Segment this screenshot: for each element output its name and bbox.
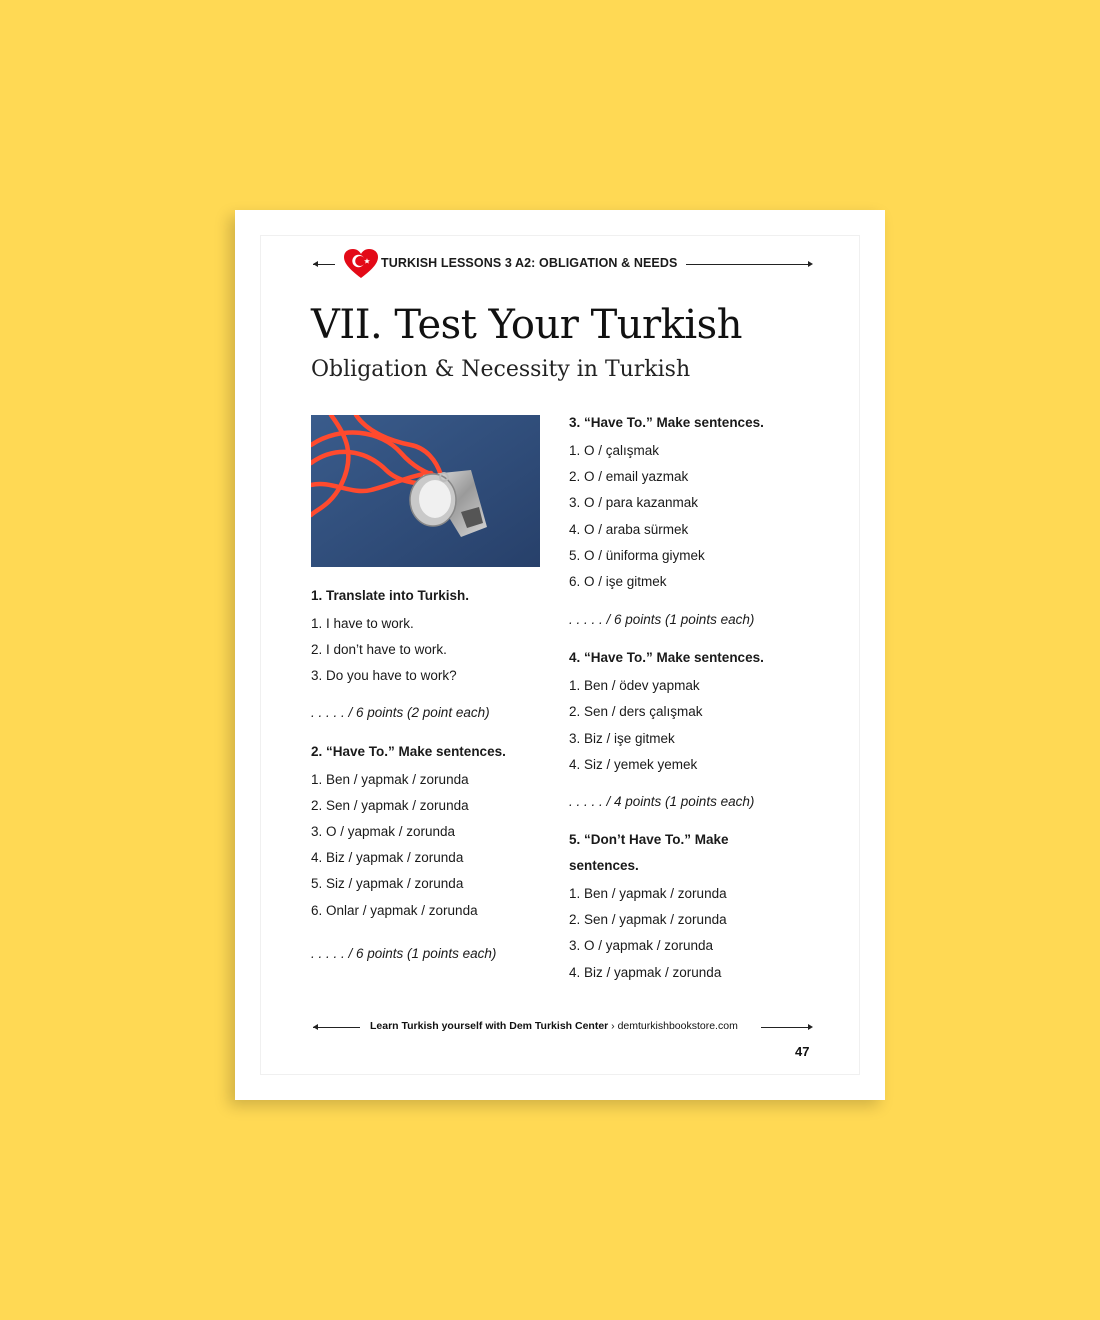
header-title: TURKISH LESSONS 3 A2: OBLIGATION & NEEDS: [381, 256, 678, 270]
list-item: 3. O / yapmak / zorunda: [311, 824, 456, 840]
footer-arrow-right: [808, 1024, 813, 1030]
section-3-title: 3. “Have To.” Make sentences.: [569, 415, 764, 430]
list-item: 1. O / çalışmak: [569, 443, 660, 458]
page-subtitle: Obligation & Necessity in Turkish: [311, 357, 691, 382]
list-item: 4. Biz / yapmak / zorunda: [569, 964, 722, 980]
list-item: 2. Sen / yapmak / zorunda: [569, 912, 727, 928]
footer-site: demturkishbookstore.com: [617, 1020, 738, 1032]
list-item: 3. Biz / işe gitmek: [569, 730, 675, 746]
list-item: 2. Sen / ders çalışmak: [569, 704, 703, 720]
section-1-points: . . . . . / 6 points (2 point each): [311, 704, 490, 720]
list-item: 3. O / para kazanmak: [569, 495, 699, 511]
list-item: 5. O / üniforma giymek: [569, 547, 705, 563]
list-item: 4. Siz / yemek yemek: [569, 756, 698, 772]
right-column: [569, 410, 819, 986]
section-3-points: . . . . . / 6 points (1 points each): [569, 612, 755, 628]
whistle-photo: [311, 415, 540, 567]
header-arrow-right: [808, 261, 813, 267]
header-arrow-left: [313, 261, 318, 267]
section-4-title: 4. “Have To.” Make sentences.: [569, 650, 764, 666]
list-item: 1. I have to work.: [311, 616, 414, 631]
list-item: 1. Ben / yapmak / zorunda: [569, 886, 727, 902]
list-item: 1. Ben / ödev yapmak: [569, 678, 700, 694]
list-item: 3. O / yapmak / zorunda: [569, 938, 714, 954]
section-2-title: 2. “Have To.” Make sentences.: [311, 743, 506, 759]
list-item: 2. I don’t have to work.: [311, 642, 447, 658]
page-number: 47: [795, 1044, 810, 1059]
list-item: 4. Biz / yapmak / zorunda: [311, 850, 464, 866]
footer-bold-text: Learn Turkish yourself with Dem Turkish Center: [370, 1020, 609, 1032]
section-1-title: 1. Translate into Turkish.: [311, 588, 470, 603]
left-column: [311, 583, 551, 961]
page-title: VII. Test Your Turkish: [311, 302, 742, 348]
list-item: 4. O / araba sürmek: [569, 521, 689, 537]
section-5-title: 5. “Don’t Have To.” Make sentences.: [569, 832, 729, 874]
page-footer: [313, 1018, 813, 1038]
list-item: 6. O / işe gitmek: [569, 574, 667, 590]
list-item: 2. O / email yazmak: [569, 469, 689, 485]
footer-arrow-left: [313, 1024, 318, 1030]
footer-rule-left: [313, 1027, 360, 1028]
section-4-points: . . . . . / 4 points (1 points each): [569, 794, 755, 810]
list-item: 3. Do you have to work?: [311, 668, 457, 684]
list-item: 2. Sen / yapmak / zorunda: [311, 797, 469, 813]
turkish-flag-heart-icon: [343, 248, 379, 280]
footer-text: [370, 1020, 738, 1032]
list-item: 5. Siz / yapmak / zorunda: [311, 876, 464, 892]
header-rule-right: [686, 264, 811, 265]
worksheet-page: [235, 210, 885, 1100]
list-item: 6. Onlar / yapmak / zorunda: [311, 902, 478, 918]
page-header: [313, 248, 813, 278]
footer-separator: ›: [608, 1020, 618, 1032]
section-2-points: . . . . . / 6 points (1 points each): [311, 945, 497, 961]
list-item: 1. Ben / yapmak / zorunda: [311, 771, 469, 787]
footer-rule-right: [761, 1027, 811, 1028]
